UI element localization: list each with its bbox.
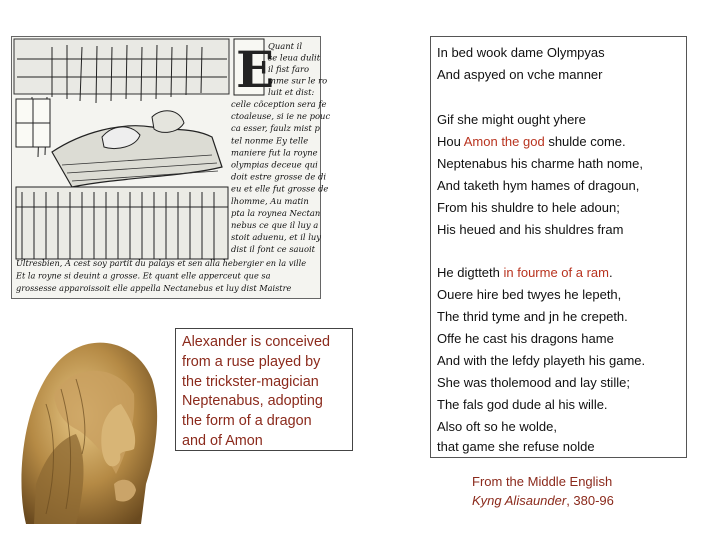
woodcut-text-line: Ultresbien, A cest soy partit du palays et sen alla hebergier en la ville: [16, 258, 307, 268]
woodcut-text-line: Et la royne si deuint a grosse. Et quant elle apperceut que sa: [16, 270, 271, 281]
poem-line: [437, 375, 630, 390]
woodcut-text-line: Quant il: [268, 41, 303, 51]
poem-text: shulde come.: [544, 134, 626, 149]
poem-text: And with the lefdy playeth his game.: [437, 353, 646, 368]
poem-line: [437, 45, 605, 60]
poem-line: [437, 353, 645, 368]
caption-line: the trickster-magician: [182, 373, 319, 390]
caption-line: from a ruse played by: [182, 353, 321, 370]
poem-text: Ouere hire bed twyes he lepeth,: [437, 287, 622, 302]
woodcut-text-line: ctoaleuse, si ie ne pouc: [231, 111, 331, 122]
poem-highlight: in fourme of a ram: [503, 265, 609, 280]
poem-text: From his shuldre to hele adoun;: [437, 200, 620, 215]
svg-text:E: E: [236, 40, 275, 99]
poem-text: And taketh hym hames of dragoun,: [437, 178, 640, 193]
woodcut-text-line: grossesse apparoissoit elle appella Nectanebus et luy dist Maistre: [16, 283, 292, 293]
poem-text: And aspyed on vche manner: [437, 67, 603, 82]
poem-line: [437, 419, 557, 434]
woodcut-text-line: maniere fut la royne: [231, 147, 318, 158]
woodcut-text-line: mme sur le ro: [268, 75, 328, 86]
woodcut-text-line: nebus ce que il luy a: [231, 220, 319, 230]
woodcut-text-line: olympias deceue qui: [231, 159, 318, 170]
woodcut-text-line: ca esser, faulz mist p: [231, 123, 320, 134]
woodcut-text-line: luit et dist:: [268, 87, 315, 97]
caption-line: Alexander is conceived: [182, 334, 330, 350]
caption-line: and of Amon: [182, 432, 263, 449]
poem-line: [437, 309, 628, 324]
caption-line: the form of a dragon: [182, 413, 312, 430]
woodcut-text-line: dist il font ce sauoit: [231, 244, 316, 255]
poem-text: Offe he cast his dragons hame: [437, 331, 614, 346]
caption-box: [175, 328, 353, 451]
woodcut-illustration: [11, 36, 331, 299]
woodcut-text-line: tel nonme Ey telle: [231, 135, 309, 146]
poem-line: [437, 67, 603, 82]
source-title: Kyng Alisaunder: [472, 493, 567, 508]
poem-text: .: [609, 265, 613, 280]
poem-box: [430, 36, 687, 458]
poem-text: Also oft so he wolde,: [437, 419, 557, 434]
woodcut-text-line: pta la roynea Nectan: [231, 207, 321, 218]
woodcut-text-line: il fist faro: [268, 64, 310, 74]
poem-text: The thrid tyme and jn he crepeth.: [437, 309, 628, 324]
poem-text: His heued and his shuldres fram: [437, 222, 624, 237]
poem-line: [437, 156, 643, 171]
woodcut-text-line: se leua dulit: [268, 52, 321, 63]
source-lines: , 380-96: [566, 493, 614, 508]
source-attribution: [472, 472, 614, 510]
poem-highlight: Amon the god: [463, 134, 545, 149]
woodcut-text-line: doit estre grosse de di: [231, 171, 326, 182]
poem-text: She was tholemood and lay stille;: [437, 375, 630, 390]
source-line: From the Middle English: [472, 474, 613, 489]
olympias-portrait-icon: [16, 334, 162, 528]
poem-line: [437, 112, 586, 127]
poem-text: that game she refuse nolde: [437, 439, 595, 454]
poem-text: Neptenabus his charme hath nome,: [437, 156, 643, 171]
woodcut-text-line: stoit aduenu, et il luy: [231, 232, 322, 243]
woodcut-text-line: celle cõception sera fe: [231, 99, 327, 109]
poem-line: [437, 439, 595, 454]
poem-line: [437, 200, 620, 215]
poem-text: The fals god dude al his wille.: [437, 397, 608, 412]
source-title-line: [472, 491, 614, 510]
poem-line: [437, 134, 626, 149]
caption-line: Neptenabus, adopting: [182, 393, 323, 410]
poem-text: Gif she might ought yhere: [437, 112, 586, 127]
poem-line: [437, 265, 613, 280]
poem-line: [437, 178, 639, 193]
woodcut-image: [12, 37, 331, 300]
poem-line: [437, 331, 614, 346]
poem-text: He digtteth: [437, 265, 504, 280]
poem-line: [437, 287, 621, 302]
poem-text: In bed wook dame Olympyas: [437, 45, 605, 60]
poem-line: [437, 397, 608, 412]
woodcut-text-line: lhomme, Au matin: [231, 195, 309, 206]
woodcut-text-line: eu et elle fut grosse de: [231, 183, 329, 194]
poem-text: Hou: [437, 134, 464, 149]
poem-line: [437, 222, 623, 237]
